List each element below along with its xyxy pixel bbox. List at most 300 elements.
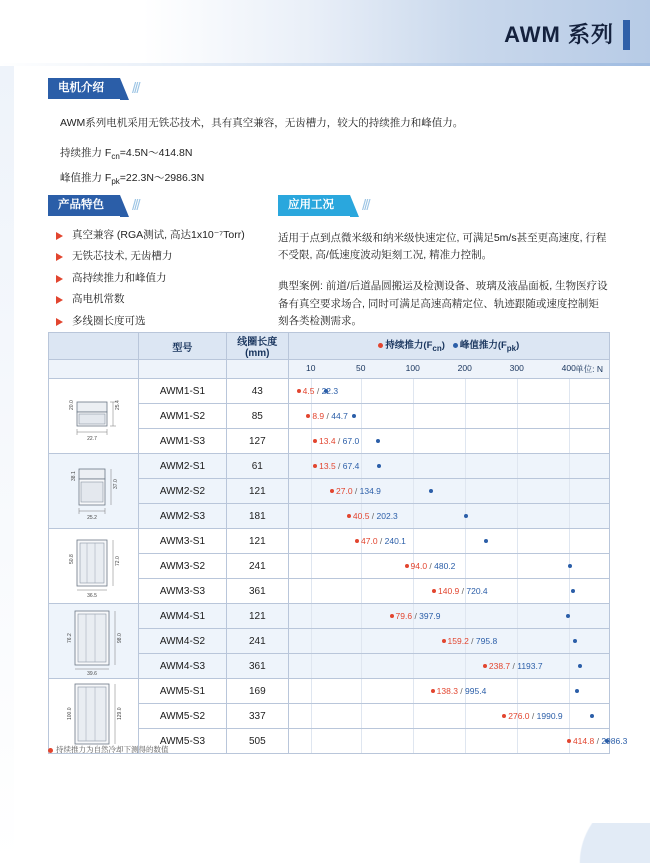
chart-gridline <box>311 604 312 628</box>
features-tag-slashes: /// <box>132 197 139 214</box>
motor-dimension-drawing <box>49 455 135 527</box>
chart-legend <box>289 335 609 357</box>
peak-force-value-text: 720.4 <box>466 586 488 596</box>
force-value-label <box>508 711 562 721</box>
cell-coil-length: 121 <box>226 479 288 504</box>
chart-gridline <box>311 504 312 528</box>
cell-force-chart <box>288 679 609 704</box>
peak-force-marker <box>376 439 380 443</box>
chart-gridline <box>361 379 362 403</box>
value-separator: / <box>427 561 435 571</box>
motor-drawing-cell <box>49 679 139 754</box>
spec-table <box>48 332 628 754</box>
chart-gridline <box>413 679 414 703</box>
chart-gridline <box>465 454 466 478</box>
intro-tag-wrap <box>48 78 139 99</box>
value-separator: / <box>529 711 537 721</box>
cell-coil-length: 169 <box>226 679 288 704</box>
chart-gridline <box>569 529 570 553</box>
force-chart-row <box>289 554 609 578</box>
chart-gridline <box>569 579 570 603</box>
page-header <box>0 0 650 66</box>
cell-model: AWM2-S2 <box>138 479 226 504</box>
chart-gridline <box>413 704 414 728</box>
axis-blank-1 <box>49 360 139 379</box>
peak-force-value-text: 2986.3 <box>601 736 628 746</box>
chart-gridline <box>569 504 570 528</box>
chart-gridline <box>569 404 570 428</box>
drawing-box <box>49 680 137 752</box>
cell-model: AWM5-S3 <box>138 729 226 754</box>
continuous-force-marker <box>390 614 394 618</box>
apps-tag-wrap <box>278 195 369 216</box>
force-value-label <box>448 636 498 646</box>
continuous-force-value-text: 8.9 <box>312 411 325 421</box>
chart-gridline <box>413 429 414 453</box>
legend-peak-sub: pk <box>506 343 517 353</box>
peak-force-value-text: 240.1 <box>384 536 406 546</box>
features-section-tag: 产品特色 <box>48 195 120 216</box>
motor-drawing-cell <box>49 454 139 529</box>
chart-gridline <box>517 554 518 578</box>
chart-gridline <box>361 704 362 728</box>
chart-legend-text <box>378 340 519 351</box>
value-separator: / <box>314 386 322 396</box>
cell-coil-length: 181 <box>226 504 288 529</box>
chart-gridline <box>413 454 414 478</box>
chart-gridline <box>413 579 414 603</box>
header-coil-line2: (mm) <box>245 348 270 359</box>
continuous-force-prefix: 持续推力 F <box>60 147 112 160</box>
value-separator: / <box>412 611 420 621</box>
continuous-force-marker <box>432 589 436 593</box>
cell-coil-length: 505 <box>226 729 288 754</box>
peak-force-value-text: 995.4 <box>465 686 487 696</box>
axis-blank-2 <box>138 360 226 379</box>
svg-text:98.0: 98.0 <box>117 633 123 643</box>
chart-gridline <box>569 629 570 653</box>
axis-tick: 10 <box>306 363 316 373</box>
continuous-force-marker <box>431 689 435 693</box>
cell-coil-length: 361 <box>226 654 288 679</box>
chart-gridline <box>517 479 518 503</box>
chart-gridline <box>517 729 518 753</box>
chart-gridline <box>311 429 312 453</box>
value-separator: / <box>459 586 467 596</box>
chart-gridline <box>517 579 518 603</box>
continuous-force-marker <box>297 389 301 393</box>
chart-gridline <box>465 479 466 503</box>
peak-force-value-text: 67.4 <box>342 461 360 471</box>
peak-force-value-text: 202.3 <box>376 511 398 521</box>
continuous-force-value-text: 238.7 <box>488 661 511 671</box>
svg-text:22.7: 22.7 <box>87 436 97 442</box>
applications-paragraph-2: 典型案例: 前道/后道晶圆搬运及检测设备、玻璃及液晶面板, 生物医疗设备有真空要求场合, 同时可满足高速高精定位、轨迹跟随或速度控制矩刻各类检测需求。 <box>278 280 608 327</box>
peak-force-marker <box>429 489 433 493</box>
intro-section <box>48 78 608 189</box>
peak-force-value-text: 134.9 <box>359 486 381 496</box>
cell-force-chart <box>288 654 609 679</box>
force-value-label <box>319 436 359 446</box>
axis-tick: 50 <box>356 363 366 373</box>
table-row <box>49 529 610 554</box>
table-axis-row <box>49 360 610 379</box>
continuous-force-line <box>60 145 608 164</box>
chart-gridline <box>465 704 466 728</box>
continuous-force-value-text: 40.5 <box>352 511 370 521</box>
cell-force-chart <box>288 504 609 529</box>
motor-dimension-drawing <box>49 530 135 602</box>
continuous-force-value-text: 414.8 <box>572 736 595 746</box>
apps-tag-slashes: /// <box>362 197 369 214</box>
cell-model: AWM5-S2 <box>138 704 226 729</box>
cell-model: AWM4-S1 <box>138 604 226 629</box>
motor-dimension-drawing <box>49 605 135 677</box>
force-chart-row <box>289 579 609 603</box>
chart-gridline <box>569 654 570 678</box>
force-chart-row <box>289 629 609 653</box>
force-chart-row <box>289 454 609 478</box>
motor-dimension-drawing <box>49 680 135 752</box>
cell-model: AWM5-S1 <box>138 679 226 704</box>
drawing-box <box>49 605 137 677</box>
intro-section-tag: 电机介绍 <box>48 78 120 99</box>
cell-force-chart <box>288 554 609 579</box>
list-item: 真空兼容 (RGA测试, 高达1x10⁻⁷Torr) <box>56 230 278 241</box>
continuous-force-value: =4.5N～414.8N <box>119 147 193 160</box>
spec-table-wrap <box>48 332 628 754</box>
features-tag-wrap <box>48 195 139 216</box>
cell-model: AWM3-S3 <box>138 579 226 604</box>
continuous-force-value-text: 94.0 <box>410 561 428 571</box>
header-coil-length <box>226 333 288 360</box>
chart-gridline <box>311 679 312 703</box>
cell-force-chart <box>288 529 609 554</box>
continuous-force-marker <box>442 639 446 643</box>
chart-gridline <box>311 579 312 603</box>
cell-coil-length: 43 <box>226 379 288 404</box>
motor-drawing-cell <box>49 529 139 604</box>
cell-model: AWM2-S3 <box>138 504 226 529</box>
peak-force-prefix: 峰值推力 F <box>60 172 112 185</box>
table-footnote <box>48 744 169 755</box>
chart-gridline <box>517 504 518 528</box>
page-title: AWM 系列 <box>504 22 614 47</box>
chart-gridline <box>361 629 362 653</box>
peak-force-value-text: 44.7 <box>331 411 348 421</box>
cell-coil-length: 121 <box>226 604 288 629</box>
applications-section <box>278 195 608 330</box>
chart-gridline <box>465 379 466 403</box>
motor-drawing-cell <box>49 604 139 679</box>
header-coil-line1: 线圈长度 <box>237 337 278 348</box>
force-value-label <box>396 611 441 621</box>
cell-force-chart <box>288 379 609 404</box>
drawing-box <box>49 530 137 602</box>
header-stripe <box>0 63 650 66</box>
peak-force-value-text: 1990.9 <box>536 711 563 721</box>
chart-gridline <box>311 454 312 478</box>
continuous-force-value-text: 79.6 <box>395 611 413 621</box>
continuous-force-value-text: 138.3 <box>436 686 458 696</box>
applications-paragraph-1: 适用于点到点微米级和纳米级快速定位, 可满足5m/s甚至更高速度, 行程不受限, 高/低速度波动矩刻工况, 精准力控制。 <box>278 231 607 261</box>
cell-model: AWM4-S2 <box>138 629 226 654</box>
value-separator: / <box>369 511 377 521</box>
cell-model: AWM3-S1 <box>138 529 226 554</box>
continuous-force-marker <box>483 664 487 668</box>
peak-force-marker <box>352 414 356 418</box>
cell-model: AWM1-S3 <box>138 429 226 454</box>
chart-gridline <box>361 404 362 428</box>
intro-tag-slashes: /// <box>132 80 139 97</box>
table-row <box>49 379 610 404</box>
force-value-label <box>437 686 487 696</box>
svg-text:25.2: 25.2 <box>87 515 97 521</box>
continuous-force-marker <box>330 489 334 493</box>
features-section <box>48 195 278 337</box>
chart-gridline <box>413 404 414 428</box>
peak-force-value-text: 397.9 <box>419 611 441 621</box>
table-row <box>49 604 610 629</box>
peak-force-dot-icon <box>453 343 458 348</box>
continuous-force-marker <box>355 539 359 543</box>
chart-gridline <box>311 704 312 728</box>
table-header-row <box>49 333 610 360</box>
cell-model: AWM4-S3 <box>138 654 226 679</box>
value-separator: / <box>377 536 385 546</box>
axis-tick: 200 <box>457 363 472 373</box>
cell-force-chart <box>288 604 609 629</box>
continuous-force-value-text: 13.4 <box>319 436 336 446</box>
force-chart-row <box>289 479 609 503</box>
header-picture <box>49 333 139 360</box>
peak-force-marker <box>590 714 594 718</box>
continuous-force-value-text: 276.0 <box>508 711 530 721</box>
continuous-force-sub: cn <box>111 152 120 162</box>
peak-force-marker <box>484 539 488 543</box>
chart-gridline <box>465 404 466 428</box>
chart-gridline <box>569 379 570 403</box>
chart-gridline <box>413 479 414 503</box>
peak-force-marker <box>566 614 570 618</box>
applications-section-tag: 应用工况 <box>278 195 350 216</box>
cell-force-chart <box>288 479 609 504</box>
peak-force-value: =22.3N～2986.3N <box>119 172 205 185</box>
continuous-force-value-text: 13.5 <box>319 461 336 471</box>
value-separator: / <box>468 636 476 646</box>
continuous-force-value-text: 140.9 <box>438 586 460 596</box>
chart-gridline <box>361 604 362 628</box>
force-value-label <box>353 511 398 521</box>
chart-gridline <box>413 629 414 653</box>
list-item: 多线圈长度可选 <box>56 316 278 327</box>
chart-gridline <box>517 604 518 628</box>
peak-force-marker <box>578 664 582 668</box>
legend-continuous: 持续推力(F <box>385 340 433 351</box>
motor-dimension-drawing <box>49 380 135 452</box>
continuous-force-marker <box>313 464 317 468</box>
chart-gridline <box>361 654 362 678</box>
continuous-force-marker <box>313 439 317 443</box>
axis-ticks-cell <box>288 360 609 379</box>
chart-gridline <box>311 629 312 653</box>
cell-coil-length: 127 <box>226 429 288 454</box>
chart-gridline <box>311 729 312 753</box>
force-chart-row <box>289 379 609 403</box>
svg-text:129.0: 129.0 <box>117 707 123 720</box>
axis-tick: 300 <box>509 363 524 373</box>
value-separator: / <box>352 486 360 496</box>
axis-scale <box>289 360 609 378</box>
chart-gridline <box>465 654 466 678</box>
cell-force-chart <box>288 404 609 429</box>
chart-gridline <box>517 529 518 553</box>
peak-force-value-text: 480.2 <box>434 561 456 571</box>
left-gradient-bar <box>0 66 14 863</box>
peak-force-marker <box>575 689 579 693</box>
footnote-dot-icon <box>48 748 53 753</box>
force-chart-row <box>289 529 609 553</box>
chart-gridline <box>361 429 362 453</box>
feature-list <box>56 230 278 327</box>
force-value-label <box>438 586 488 596</box>
peak-force-sub: pk <box>111 177 120 187</box>
cell-model: AWM2-S1 <box>138 454 226 479</box>
motor-drawing-cell <box>49 379 139 454</box>
continuous-force-marker <box>405 564 409 568</box>
chart-gridline <box>517 429 518 453</box>
cell-coil-length: 121 <box>226 529 288 554</box>
footer-decoration <box>530 823 650 863</box>
value-separator: / <box>324 411 332 421</box>
chart-gridline <box>311 654 312 678</box>
force-value-label <box>319 461 359 471</box>
svg-text:37.0: 37.0 <box>113 479 119 489</box>
force-value-label <box>312 411 347 421</box>
axis-tick: 400 <box>561 363 576 373</box>
cell-model: AWM1-S1 <box>138 379 226 404</box>
header-model: 型号 <box>138 333 226 360</box>
cell-model: AWM3-S2 <box>138 554 226 579</box>
legend-continuous-end: ) <box>441 340 445 351</box>
continuous-force-dot-icon <box>378 343 383 348</box>
chart-gridline <box>569 479 570 503</box>
svg-text:20.0: 20.0 <box>69 400 75 410</box>
chart-gridline <box>413 654 414 678</box>
chart-gridline <box>569 429 570 453</box>
chart-gridline <box>413 729 414 753</box>
value-separator: / <box>594 736 602 746</box>
force-chart-row <box>289 679 609 703</box>
list-item: 高持续推力和峰值力 <box>56 273 278 284</box>
footnote-text: 持续推力为自然冷却下测得的数值 <box>56 745 169 754</box>
continuous-force-marker <box>347 514 351 518</box>
chart-gridline <box>569 454 570 478</box>
legend-continuous-sub: cn <box>432 343 442 353</box>
cell-force-chart <box>288 579 609 604</box>
chart-gridline <box>465 529 466 553</box>
cell-coil-length: 241 <box>226 554 288 579</box>
cell-force-chart <box>288 729 628 754</box>
peak-force-marker <box>573 639 577 643</box>
continuous-force-value-text: 4.5 <box>302 386 315 396</box>
chart-gridline <box>517 679 518 703</box>
force-value-label <box>303 386 338 396</box>
peak-force-marker <box>464 514 468 518</box>
value-separator: / <box>335 461 343 471</box>
peak-force-marker <box>568 564 572 568</box>
chart-gridline <box>361 679 362 703</box>
cell-force-chart <box>288 704 609 729</box>
force-chart-row <box>289 404 609 428</box>
peak-force-line <box>60 170 608 189</box>
table-body <box>49 379 628 754</box>
chart-gridline <box>517 404 518 428</box>
cell-force-chart <box>288 429 609 454</box>
peak-force-value-text: 1193.7 <box>517 661 543 671</box>
value-separator: / <box>335 436 343 446</box>
chart-gridline <box>413 529 414 553</box>
chart-gridline <box>361 729 362 753</box>
chart-gridline <box>517 629 518 653</box>
cell-coil-length: 61 <box>226 454 288 479</box>
chart-gridline <box>569 679 570 703</box>
table-row <box>49 679 610 704</box>
chart-gridline <box>361 454 362 478</box>
force-chart-row <box>289 654 609 678</box>
intro-description: AWM系列电机采用无铁芯技术，具有真空兼容，无齿槽力，较大的持续推力和峰值力。 <box>60 116 464 129</box>
peak-force-marker <box>377 464 381 468</box>
value-separator: / <box>457 686 466 696</box>
axis-blank-3 <box>226 360 288 379</box>
cell-coil-length: 241 <box>226 629 288 654</box>
axis-tick: 100 <box>405 363 420 373</box>
force-chart-row <box>289 729 628 753</box>
chart-gridline <box>465 429 466 453</box>
chart-gridline <box>311 479 312 503</box>
svg-text:39.6: 39.6 <box>87 671 97 677</box>
force-value-label <box>573 736 627 746</box>
continuous-force-value-text: 47.0 <box>361 536 378 546</box>
force-chart-row <box>289 704 609 728</box>
svg-text:36.5: 36.5 <box>87 593 97 599</box>
cell-force-chart <box>288 629 609 654</box>
force-value-label <box>411 561 456 571</box>
svg-text:50.8: 50.8 <box>69 554 75 564</box>
chart-gridline <box>311 529 312 553</box>
force-value-label <box>361 536 406 546</box>
header-accent-bar <box>623 20 630 50</box>
svg-text:76.2: 76.2 <box>67 633 73 643</box>
continuous-force-value-text: 159.2 <box>447 636 469 646</box>
legend-peak-end: ) <box>516 340 520 351</box>
list-item: 高电机常数 <box>56 294 278 305</box>
table-row <box>49 454 610 479</box>
svg-text:25.4: 25.4 <box>115 400 121 410</box>
chart-gridline <box>465 554 466 578</box>
legend-peak: 峰值推力(F <box>459 340 507 351</box>
cell-coil-length: 337 <box>226 704 288 729</box>
chart-gridline <box>413 379 414 403</box>
unit-label: 单位: N <box>575 364 603 374</box>
header-force-chart <box>288 333 609 360</box>
force-chart-row <box>289 504 609 528</box>
svg-text:100.0: 100.0 <box>67 707 73 720</box>
force-value-label <box>489 661 543 671</box>
chart-gridline <box>517 454 518 478</box>
drawing-box <box>49 380 137 452</box>
force-chart-row <box>289 429 609 453</box>
